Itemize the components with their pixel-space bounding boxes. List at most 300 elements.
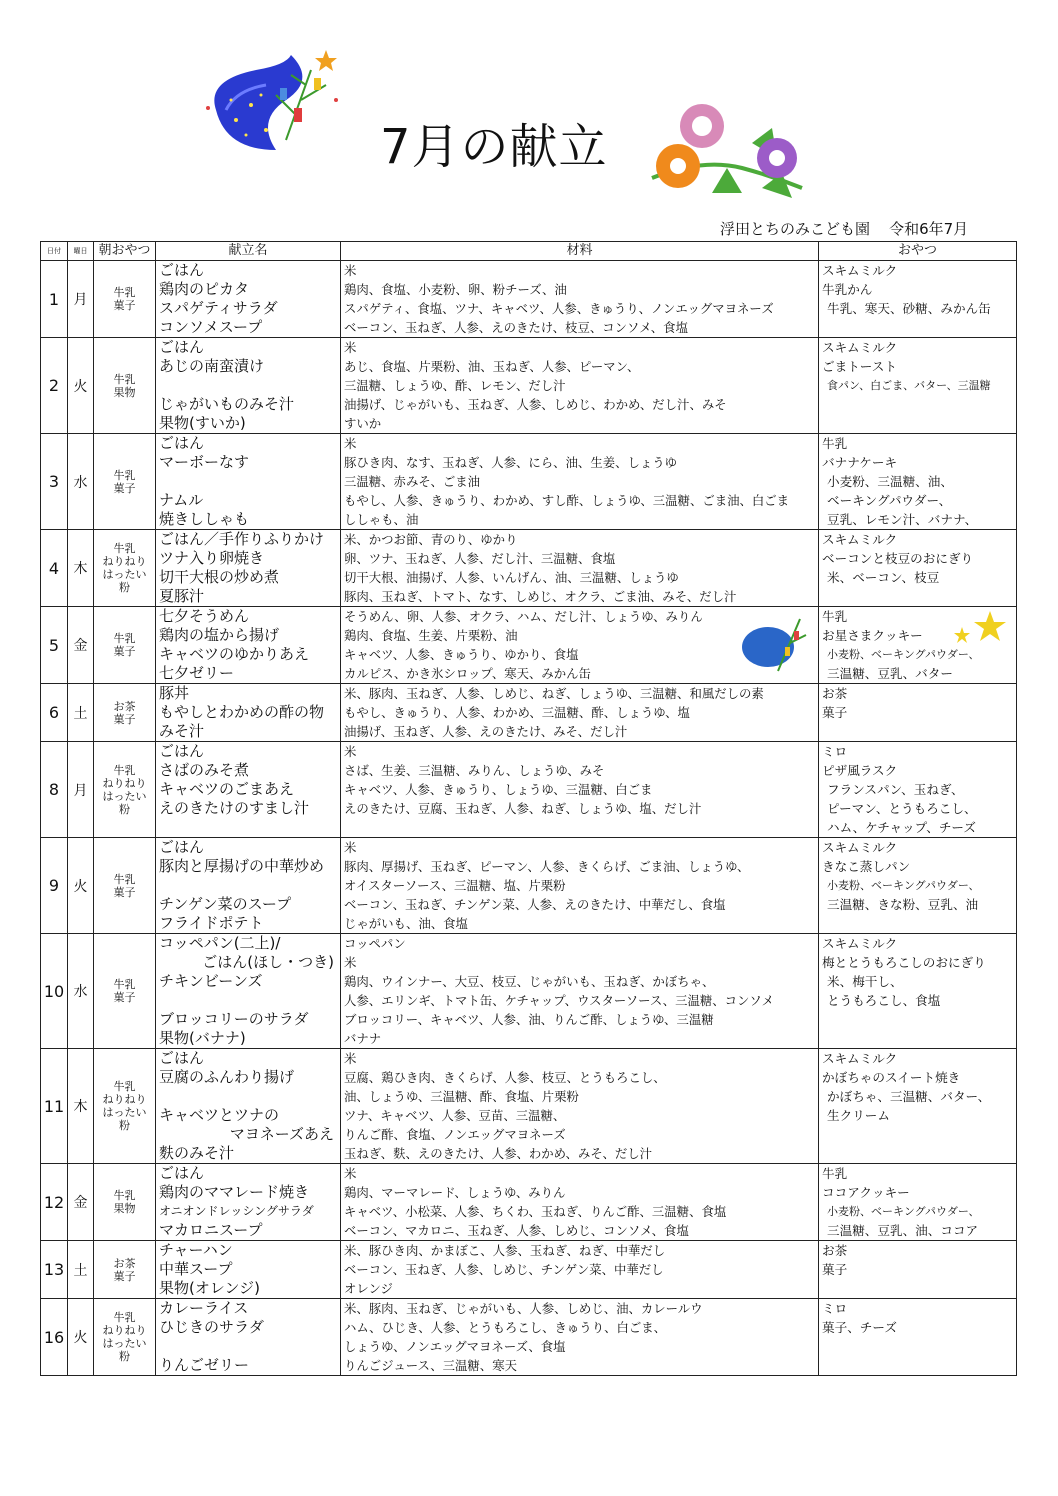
ingredient-line: 油揚げ、じゃがいも、玉ねぎ、人参、しめじ、わかめ、だし汁、みそ <box>344 397 727 412</box>
dish-cell <box>156 838 341 934</box>
ingredient-line: そうめん、卵、人参、オクラ、ハム、だし汁、しょうゆ、みりん <box>344 609 703 624</box>
oyatsu-line: ミロ <box>822 1301 848 1316</box>
dish-name <box>159 1337 340 1356</box>
dish-name: コッペパン(二上)/ <box>159 934 281 952</box>
day-cell: 1 <box>41 261 68 338</box>
dish-name: ごはん <box>159 434 205 452</box>
morning-snack-cell <box>94 434 156 530</box>
ingredients-cell <box>341 934 819 1049</box>
oyatsu-line: 三温糖、豆乳、バター <box>827 666 953 681</box>
ingredient-line: スパゲティ、食塩、ツナ、キャベツ、人参、きゅうり、ノンエッグマヨネーズ <box>344 301 774 316</box>
oyatsu-line: 米、梅干し、 <box>827 974 903 989</box>
dish-cell <box>156 934 341 1049</box>
dish-name: チャーハン <box>159 1241 233 1259</box>
header-weekday: 曜日 <box>68 242 94 261</box>
dish-name: 豚肉と厚揚げの中華炒め <box>159 857 325 875</box>
oyatsu-line: 牛乳 <box>822 436 848 451</box>
ingredient-line: もやし、人参、きゅうり、わかめ、すし酢、しょうゆ、三温糖、ごま油、白ごま <box>344 493 790 508</box>
ingredient-line: 米 <box>344 1166 357 1181</box>
morning-snack-item: 粉 <box>119 802 130 816</box>
oyatsu-line: ココアクッキー <box>822 1185 910 1200</box>
ingredient-line: りんご酢、食塩、ノンエッグマヨネーズ <box>344 1127 566 1142</box>
oyatsu-line: 牛乳 <box>822 609 848 624</box>
dish-name: チンゲン菜のスープ <box>159 895 292 913</box>
morning-snack-item: ねりねり <box>102 1093 147 1106</box>
ingredient-line: 鶏肉、ウインナー、大豆、枝豆、じゃがいも、玉ねぎ、かぼちゃ、 <box>344 974 715 989</box>
dish-cell <box>156 530 341 607</box>
weekday-cell: 火 <box>68 1299 94 1376</box>
dish-name: ごはん <box>159 338 205 356</box>
day-cell: 16 <box>41 1299 68 1376</box>
menu-row <box>41 742 1017 838</box>
morning-snack-item: 菓子 <box>113 712 136 726</box>
day-cell: 12 <box>41 1164 68 1241</box>
dish-name: りんごゼリー <box>159 1356 250 1374</box>
oyatsu-line: 小麦粉、ベーキングパウダー、 <box>827 648 980 661</box>
oyatsu-line: 牛乳 <box>822 1166 848 1181</box>
morning-snack-cell <box>94 1241 156 1299</box>
dish-name: コンソメスープ <box>159 318 263 336</box>
day-cell: 10 <box>41 934 68 1049</box>
ingredient-line: 米 <box>344 263 357 278</box>
morning-snack-cell <box>94 934 156 1049</box>
ingredient-line: 卵、ツナ、玉ねぎ、人参、だし汁、三温糖、食塩 <box>344 551 616 566</box>
ingredient-line <box>344 818 818 837</box>
ingredient-line: 米 <box>344 1051 357 1066</box>
ingredients-cell <box>341 1241 819 1299</box>
day-cell: 6 <box>41 684 68 742</box>
header-menu: 献立名 <box>156 242 341 261</box>
dish-name: 豆腐のふんわり揚げ <box>159 1068 295 1086</box>
oyatsu-line: ハム、ケチャップ、チーズ <box>827 820 976 835</box>
dish-name: 七夕そうめん <box>159 607 250 625</box>
oyatsu-line: 三温糖、きな粉、豆乳、油 <box>827 897 979 912</box>
ingredients-cell <box>341 1164 819 1241</box>
ingredient-line: 豆腐、鶏ひき肉、きくらげ、人参、枝豆、とうもろこし、 <box>344 1070 666 1085</box>
menu-row <box>41 1049 1017 1164</box>
morning-snack-cell <box>94 1299 156 1376</box>
oyatsu-line: お茶 <box>822 1243 848 1258</box>
ingredient-line: カルピス、かき氷シロップ、寒天、みかん缶 <box>344 666 591 681</box>
weekday-cell: 金 <box>68 607 94 684</box>
ingredient-line: 三温糖、赤みそ、ごま油 <box>344 474 481 489</box>
dish-name: マヨネーズあえ <box>229 1125 334 1143</box>
weekday-cell: 月 <box>68 742 94 838</box>
menu-row <box>41 261 1017 338</box>
morning-snack-item: 牛乳 <box>113 872 136 886</box>
oyatsu-cell <box>819 261 1017 338</box>
morning-snack-item: 菓子 <box>113 481 136 495</box>
oyatsu-line: お茶 <box>822 686 848 701</box>
day-cell: 11 <box>41 1049 68 1164</box>
morning-snack-item: ねりねり <box>102 555 147 568</box>
menu-row <box>41 607 1017 684</box>
dish-name: ナムル <box>159 491 204 509</box>
ingredient-line: 米 <box>344 340 357 355</box>
oyatsu-line: 小麦粉、三温糖、油、 <box>827 474 953 489</box>
morning-snack-item: 牛乳 <box>113 978 136 991</box>
morning-snack-item: はったい <box>102 1106 147 1119</box>
weekday-cell: 土 <box>68 1241 94 1299</box>
ingredient-line: 米 <box>344 840 357 855</box>
ingredient-line: 豚肉、厚揚げ、玉ねぎ、ピーマン、人参、きくらげ、ごま油、しょうゆ、 <box>344 859 750 874</box>
ingredient-line: ブロッコリー、キャベツ、人参、油、りんご酢、しょうゆ、三温糖 <box>344 1012 714 1027</box>
oyatsu-line: 牛乳、寒天、砂糖、みかん缶 <box>827 301 991 316</box>
oyatsu-line: 菓子、チーズ <box>822 1320 897 1335</box>
weekday-cell: 火 <box>68 338 94 434</box>
header-day: 日付 <box>41 242 68 261</box>
dish-name: マカロニスープ <box>159 1221 263 1239</box>
ingredient-line: 玉ねぎ、麩、えのきたけ、人参、わかめ、みそ、だし汁 <box>344 1146 653 1161</box>
oyatsu-line: 三温糖、豆乳、油、ココア <box>827 1223 979 1238</box>
tanabata-small-icon <box>738 613 810 673</box>
weekday-cell: 土 <box>68 684 94 742</box>
ingredients-cell <box>341 1299 819 1376</box>
morning-snack-item: 粉 <box>119 1350 130 1363</box>
dish-name: 鶏肉のママレード焼き <box>159 1183 310 1201</box>
morning-snack-item: 菓子 <box>113 1269 136 1283</box>
ingredient-line: 豚肉、玉ねぎ、トマト、なす、しめじ、オクラ、ごま油、みそ、だし汁 <box>344 589 737 604</box>
dish-name: ごはん <box>159 742 205 760</box>
morning-snack-item: 牛乳 <box>113 468 136 482</box>
morning-snack-item: ねりねり <box>102 1324 147 1337</box>
morning-snack-cell <box>94 338 156 434</box>
menu-row <box>41 530 1017 607</box>
dish-name: チキンビーンズ <box>159 972 263 990</box>
morning-snack-cell <box>94 742 156 838</box>
morning-snack-item: 粉 <box>119 1119 130 1132</box>
morning-snack-cell <box>94 684 156 742</box>
oyatsu-line: きなこ蒸しパン <box>822 859 911 874</box>
oyatsu-line: バナナケーキ <box>822 455 898 470</box>
ingredient-line: 切干大根、油揚げ、人参、いんげん、油、三温糖、しょうゆ <box>344 570 679 585</box>
ingredient-line: えのきたけ、豆腐、玉ねぎ、人参、ねぎ、しょうゆ、塩、だし汁 <box>344 801 702 816</box>
header-oyatsu: おやつ <box>819 242 1017 261</box>
morning-snack-item: 菓子 <box>113 645 136 658</box>
dish-name: キャベツとツナの <box>159 1106 280 1124</box>
morning-snack-item: 牛乳 <box>113 542 136 555</box>
dish-name: もやしとわかめの酢の物 <box>159 703 325 721</box>
oyatsu-cell <box>819 607 1017 684</box>
oyatsu-line: スキムミルク <box>822 340 898 355</box>
oyatsu-line: とうもろこし、食塩 <box>827 993 941 1008</box>
day-cell: 4 <box>41 530 68 607</box>
ingredients-cell <box>341 338 819 434</box>
oyatsu-line: 食パン、白ごま、バター、三温糖 <box>827 379 991 392</box>
ingredient-line: ツナ、キャベツ、人参、豆苗、三温糖、 <box>344 1108 566 1123</box>
menu-row <box>41 1241 1017 1299</box>
dish-name: 果物(バナナ) <box>159 1029 246 1047</box>
dish-name <box>159 818 340 837</box>
dish-name: 七夕ゼリー <box>159 664 235 682</box>
oyatsu-cell <box>819 742 1017 838</box>
dish-name: 中華スープ <box>159 1260 233 1278</box>
dish-name: えのきたけのすまし汁 <box>159 799 310 817</box>
dish-name: キャベツのゆかりあえ <box>159 645 310 663</box>
ingredient-line: キャベツ、小松菜、人参、ちくわ、玉ねぎ、りんご酢、三温糖、食塩 <box>344 1204 727 1219</box>
dish-name: ひじきのサラダ <box>159 1318 264 1336</box>
dish-name: ごはん <box>159 1049 205 1067</box>
weekday-cell: 木 <box>68 1049 94 1164</box>
oyatsu-cell <box>819 838 1017 934</box>
dish-name: キャベツのごまあえ <box>159 780 295 798</box>
ingredient-line: キャベツ、人参、きゅうり、しょうゆ、三温糖、白ごま <box>344 782 653 797</box>
morning-snack-item: 菓子 <box>113 991 136 1004</box>
star-icon <box>948 609 1008 649</box>
dish-name: スパゲティサラダ <box>159 299 278 317</box>
dish-name: カレーライス <box>159 1299 249 1317</box>
day-cell: 2 <box>41 338 68 434</box>
menu-row <box>41 1299 1017 1376</box>
ingredient-line: ハム、ひじき、人参、とうもろこし、きゅうり、白ごま、 <box>344 1320 667 1335</box>
ingredients-cell <box>341 434 819 530</box>
dish-name: ごはん <box>159 261 205 279</box>
dish-name: フライドポテト <box>159 914 264 932</box>
oyatsu-cell <box>819 338 1017 434</box>
dish-name: 夏豚汁 <box>159 587 205 605</box>
morning-snack-item: 果物 <box>113 385 136 399</box>
oyatsu-cell <box>819 434 1017 530</box>
dish-name: マーボーなす <box>159 453 250 471</box>
oyatsu-line: 小麦粉、ベーキングパウダー、 <box>827 879 980 892</box>
weekday-cell: 木 <box>68 530 94 607</box>
day-cell: 13 <box>41 1241 68 1299</box>
dish-name: じゃがいものみそ汁 <box>159 395 295 413</box>
morning-snack-item: 牛乳 <box>113 1080 136 1093</box>
dish-cell <box>156 742 341 838</box>
morning-snack-item: 牛乳 <box>113 372 136 386</box>
oyatsu-cell <box>819 530 1017 607</box>
dish-name: 鶏肉のピカタ <box>159 280 250 298</box>
menu-table <box>40 241 1017 1376</box>
header-ingredients: 材料 <box>341 242 819 261</box>
dish-cell <box>156 1164 341 1241</box>
ingredients-cell <box>341 838 819 934</box>
dish-name: 果物(オレンジ) <box>159 1279 260 1297</box>
dish-name: 豚丼 <box>159 684 190 702</box>
morning-snack-item: 牛乳 <box>113 286 136 299</box>
oyatsu-line: 米、ベーコン、枝豆 <box>827 570 940 585</box>
oyatsu-line: 菓子 <box>822 1262 848 1277</box>
ingredient-line: 豚ひき肉、なす、玉ねぎ、人参、にら、油、生姜、しょうゆ <box>344 455 678 470</box>
ingredient-line: もやし、きゅうり、人参、わかめ、三温糖、酢、しょうゆ、塩 <box>344 705 690 720</box>
dish-name <box>159 1087 340 1106</box>
ingredient-line: 米 <box>344 955 357 970</box>
morning-snack-cell <box>94 261 156 338</box>
dish-cell <box>156 1241 341 1299</box>
weekday-cell: 金 <box>68 1164 94 1241</box>
ingredient-line: 鶏肉、食塩、小麦粉、卵、粉チーズ、油 <box>344 282 567 297</box>
ingredient-line: キャベツ、人参、きゅうり、ゆかり、食塩 <box>344 647 579 662</box>
oyatsu-line: ピザ風ラスク <box>822 763 898 778</box>
morning-snack-cell <box>94 530 156 607</box>
oyatsu-cell <box>819 684 1017 742</box>
ingredient-line: ししゃも、油 <box>344 512 419 527</box>
school-name: 浮田とちのみこども園 <box>720 220 871 238</box>
morning-snack-item: お茶 <box>113 699 136 713</box>
oyatsu-line: ごまトースト <box>822 359 897 374</box>
dish-name: 切干大根の炒め煮 <box>159 568 280 586</box>
dish-name: 鶏肉の塩から揚げ <box>159 626 280 644</box>
ingredient-line: 米、豚肉、玉ねぎ、人参、しめじ、ねぎ、しょうゆ、三温糖、和風だしの素 <box>344 686 764 701</box>
ingredients-cell <box>341 261 819 338</box>
oyatsu-line: ベーコンと枝豆のおにぎり <box>822 551 974 566</box>
menu-row <box>41 934 1017 1049</box>
ingredient-line: さば、生姜、三温糖、みりん、しょうゆ、みそ <box>344 763 605 778</box>
morning-snack-item: 菓子 <box>113 299 136 312</box>
ingredient-line: コッペパン <box>344 936 406 951</box>
morning-snack-cell <box>94 838 156 934</box>
ingredients-cell <box>341 607 819 684</box>
ingredient-line: 人参、エリンギ、トマト缶、ケチャップ、ウスターソース、三温糖、コンソメ <box>344 993 774 1008</box>
oyatsu-cell <box>819 1299 1017 1376</box>
morning-snack-cell <box>94 607 156 684</box>
dish-name: さばのみそ煮 <box>159 761 250 779</box>
oyatsu-line: かぼちゃ、三温糖、バター、 <box>827 1089 991 1104</box>
oyatsu-line: 小麦粉、ベーキングパウダー、 <box>827 1205 980 1218</box>
menu-row <box>41 338 1017 434</box>
ingredient-line: 三温糖、しょうゆ、酢、レモン、だし汁 <box>344 378 566 393</box>
ingredient-line: 米 <box>344 744 357 759</box>
oyatsu-line: スキムミルク <box>822 1051 898 1066</box>
dish-cell <box>156 338 341 434</box>
morning-snack-item: はったい <box>102 1337 147 1350</box>
morning-snack-item: 果物 <box>113 1202 136 1215</box>
ingredient-line: ベーコン、玉ねぎ、チンゲン菜、人参、えのきたけ、中華だし、食塩 <box>344 897 726 912</box>
weekday-cell: 火 <box>68 838 94 934</box>
ingredient-line: 米、豚肉、玉ねぎ、じゃがいも、人参、しめじ、油、カレールウ <box>344 1301 703 1316</box>
oyatsu-line: スキムミルク <box>822 532 898 547</box>
dish-name: 麩のみそ汁 <box>159 1144 235 1162</box>
oyatsu-line: フランスパン、玉ねぎ、 <box>827 782 964 797</box>
dish-name <box>159 991 340 1010</box>
ingredient-line: オレンジ <box>344 1281 393 1296</box>
oyatsu-line: スキムミルク <box>822 263 898 278</box>
oyatsu-line: ミロ <box>822 744 848 759</box>
ingredient-line: オイスターソース、三温糖、塩、片栗粉 <box>344 878 566 893</box>
ingredients-cell <box>341 1049 819 1164</box>
ingredient-line: すいか <box>344 416 382 431</box>
menu-body <box>41 261 1017 1376</box>
ingredient-line: あじ、食塩、片栗粉、油、玉ねぎ、人参、ピーマン、 <box>344 359 640 374</box>
morning-snack-item: 菓子 <box>113 885 136 899</box>
day-cell: 9 <box>41 838 68 934</box>
ingredient-line: 米 <box>344 436 357 451</box>
oyatsu-cell <box>819 1241 1017 1299</box>
menu-row <box>41 684 1017 742</box>
oyatsu-line: スキムミルク <box>822 936 898 951</box>
dish-name: オニオンドレッシングサラダ <box>159 1204 314 1218</box>
dish-name <box>159 472 340 491</box>
ingredients-cell <box>341 742 819 838</box>
dish-cell <box>156 684 341 742</box>
morning-snack-item: お茶 <box>113 1256 136 1270</box>
menu-row <box>41 434 1017 530</box>
dish-name: ツナ入り卵焼き <box>159 549 265 567</box>
day-cell: 8 <box>41 742 68 838</box>
day-cell: 3 <box>41 434 68 530</box>
dish-cell <box>156 607 341 684</box>
weekday-cell: 水 <box>68 934 94 1049</box>
oyatsu-cell <box>819 1164 1017 1241</box>
weekday-cell: 水 <box>68 434 94 530</box>
school-and-date <box>720 218 968 239</box>
dish-name: 果物(すいか) <box>159 414 246 432</box>
morning-snack-cell <box>94 1049 156 1164</box>
ingredient-line: りんごジュース、三温糖、寒天 <box>344 1358 517 1373</box>
ingredient-line: ベーコン、玉ねぎ、人参、えのきたけ、枝豆、コンソメ、食塩 <box>344 320 688 335</box>
tanabata-illustration <box>196 40 346 160</box>
morning-snack-item: はったい <box>102 789 147 803</box>
oyatsu-line: 菓子 <box>822 705 848 720</box>
ingredient-line: 鶏肉、食塩、生姜、片栗粉、油 <box>344 628 518 643</box>
dish-name: あじの南蛮漬け <box>159 357 265 375</box>
oyatsu-line: ベーキングパウダー、 <box>827 493 952 508</box>
morning-snack-item: 牛乳 <box>113 1189 136 1202</box>
dish-name: ごはん <box>159 1164 205 1182</box>
oyatsu-line: お星さまクッキー <box>822 628 923 643</box>
dish-name: ブロッコリーのサラダ <box>159 1010 309 1028</box>
morning-glory-illustration <box>642 98 807 213</box>
weekday-cell: 月 <box>68 261 94 338</box>
issue-date: 令和6年7月 <box>889 220 969 238</box>
ingredient-line: 油、しょうゆ、三温糖、酢、食塩、片栗粉 <box>344 1089 579 1104</box>
ingredient-line: 鶏肉、マーマレード、しょうゆ、みりん <box>344 1185 566 1200</box>
oyatsu-cell <box>819 934 1017 1049</box>
dish-name: ごはん／手作りふりかけ <box>159 530 325 548</box>
ingredient-line: ベーコン、玉ねぎ、人参、しめじ、チンゲン菜、中華だし <box>344 1262 664 1277</box>
oyatsu-line: 豆乳、レモン汁、バナナ、 <box>827 512 978 527</box>
morning-snack-item: ねりねり <box>102 776 147 790</box>
day-cell: 5 <box>41 607 68 684</box>
header-morning-snack: 朝おやつ <box>94 242 156 261</box>
dish-name <box>159 876 340 895</box>
ingredient-line: 米、かつお節、青のり、ゆかり <box>344 532 518 547</box>
oyatsu-line: ピーマン、とうもろこし、 <box>827 801 977 816</box>
oyatsu-cell <box>819 1049 1017 1164</box>
oyatsu-line: かぼちゃのスイート焼き <box>822 1070 961 1085</box>
dish-name: ごはん <box>159 838 205 856</box>
ingredient-line: ベーコン、マカロニ、玉ねぎ、人参、しめじ、コンソメ、食塩 <box>344 1223 689 1238</box>
oyatsu-line: 生クリーム <box>827 1108 890 1123</box>
morning-snack-cell <box>94 1164 156 1241</box>
ingredient-line: 米、豚ひき肉、かまぼこ、人参、玉ねぎ、ねぎ、中華だし <box>344 1243 666 1258</box>
morning-snack-item: 牛乳 <box>113 1311 136 1324</box>
dish-name: みそ汁 <box>159 722 205 740</box>
menu-row <box>41 838 1017 934</box>
ingredient-line: しょうゆ、ノンエッグマヨネーズ、食塩 <box>344 1339 566 1354</box>
ingredient-line: バナナ <box>344 1031 382 1046</box>
ingredients-cell <box>341 684 819 742</box>
morning-snack-item: はったい <box>102 568 147 581</box>
ingredients-cell <box>341 530 819 607</box>
morning-snack-item: 牛乳 <box>113 632 136 645</box>
dish-name: 焼きししゃも <box>159 510 250 528</box>
dish-cell <box>156 261 341 338</box>
ingredient-line: じゃがいも、油、食塩 <box>344 916 468 931</box>
dish-cell <box>156 1299 341 1376</box>
page-title: 7月の献立 <box>380 119 608 175</box>
dish-name: ごはん(ほし・つき) <box>202 953 334 971</box>
menu-row <box>41 1164 1017 1241</box>
oyatsu-line: 梅ととうもろこしのおにぎり <box>822 955 986 970</box>
dish-name <box>159 376 340 395</box>
dish-cell <box>156 1049 341 1164</box>
morning-snack-item: 粉 <box>119 581 130 594</box>
ingredient-line: 油揚げ、玉ねぎ、人参、えのきたけ、みそ、だし汁 <box>344 724 628 739</box>
header-row <box>41 242 1017 261</box>
dish-cell <box>156 434 341 530</box>
